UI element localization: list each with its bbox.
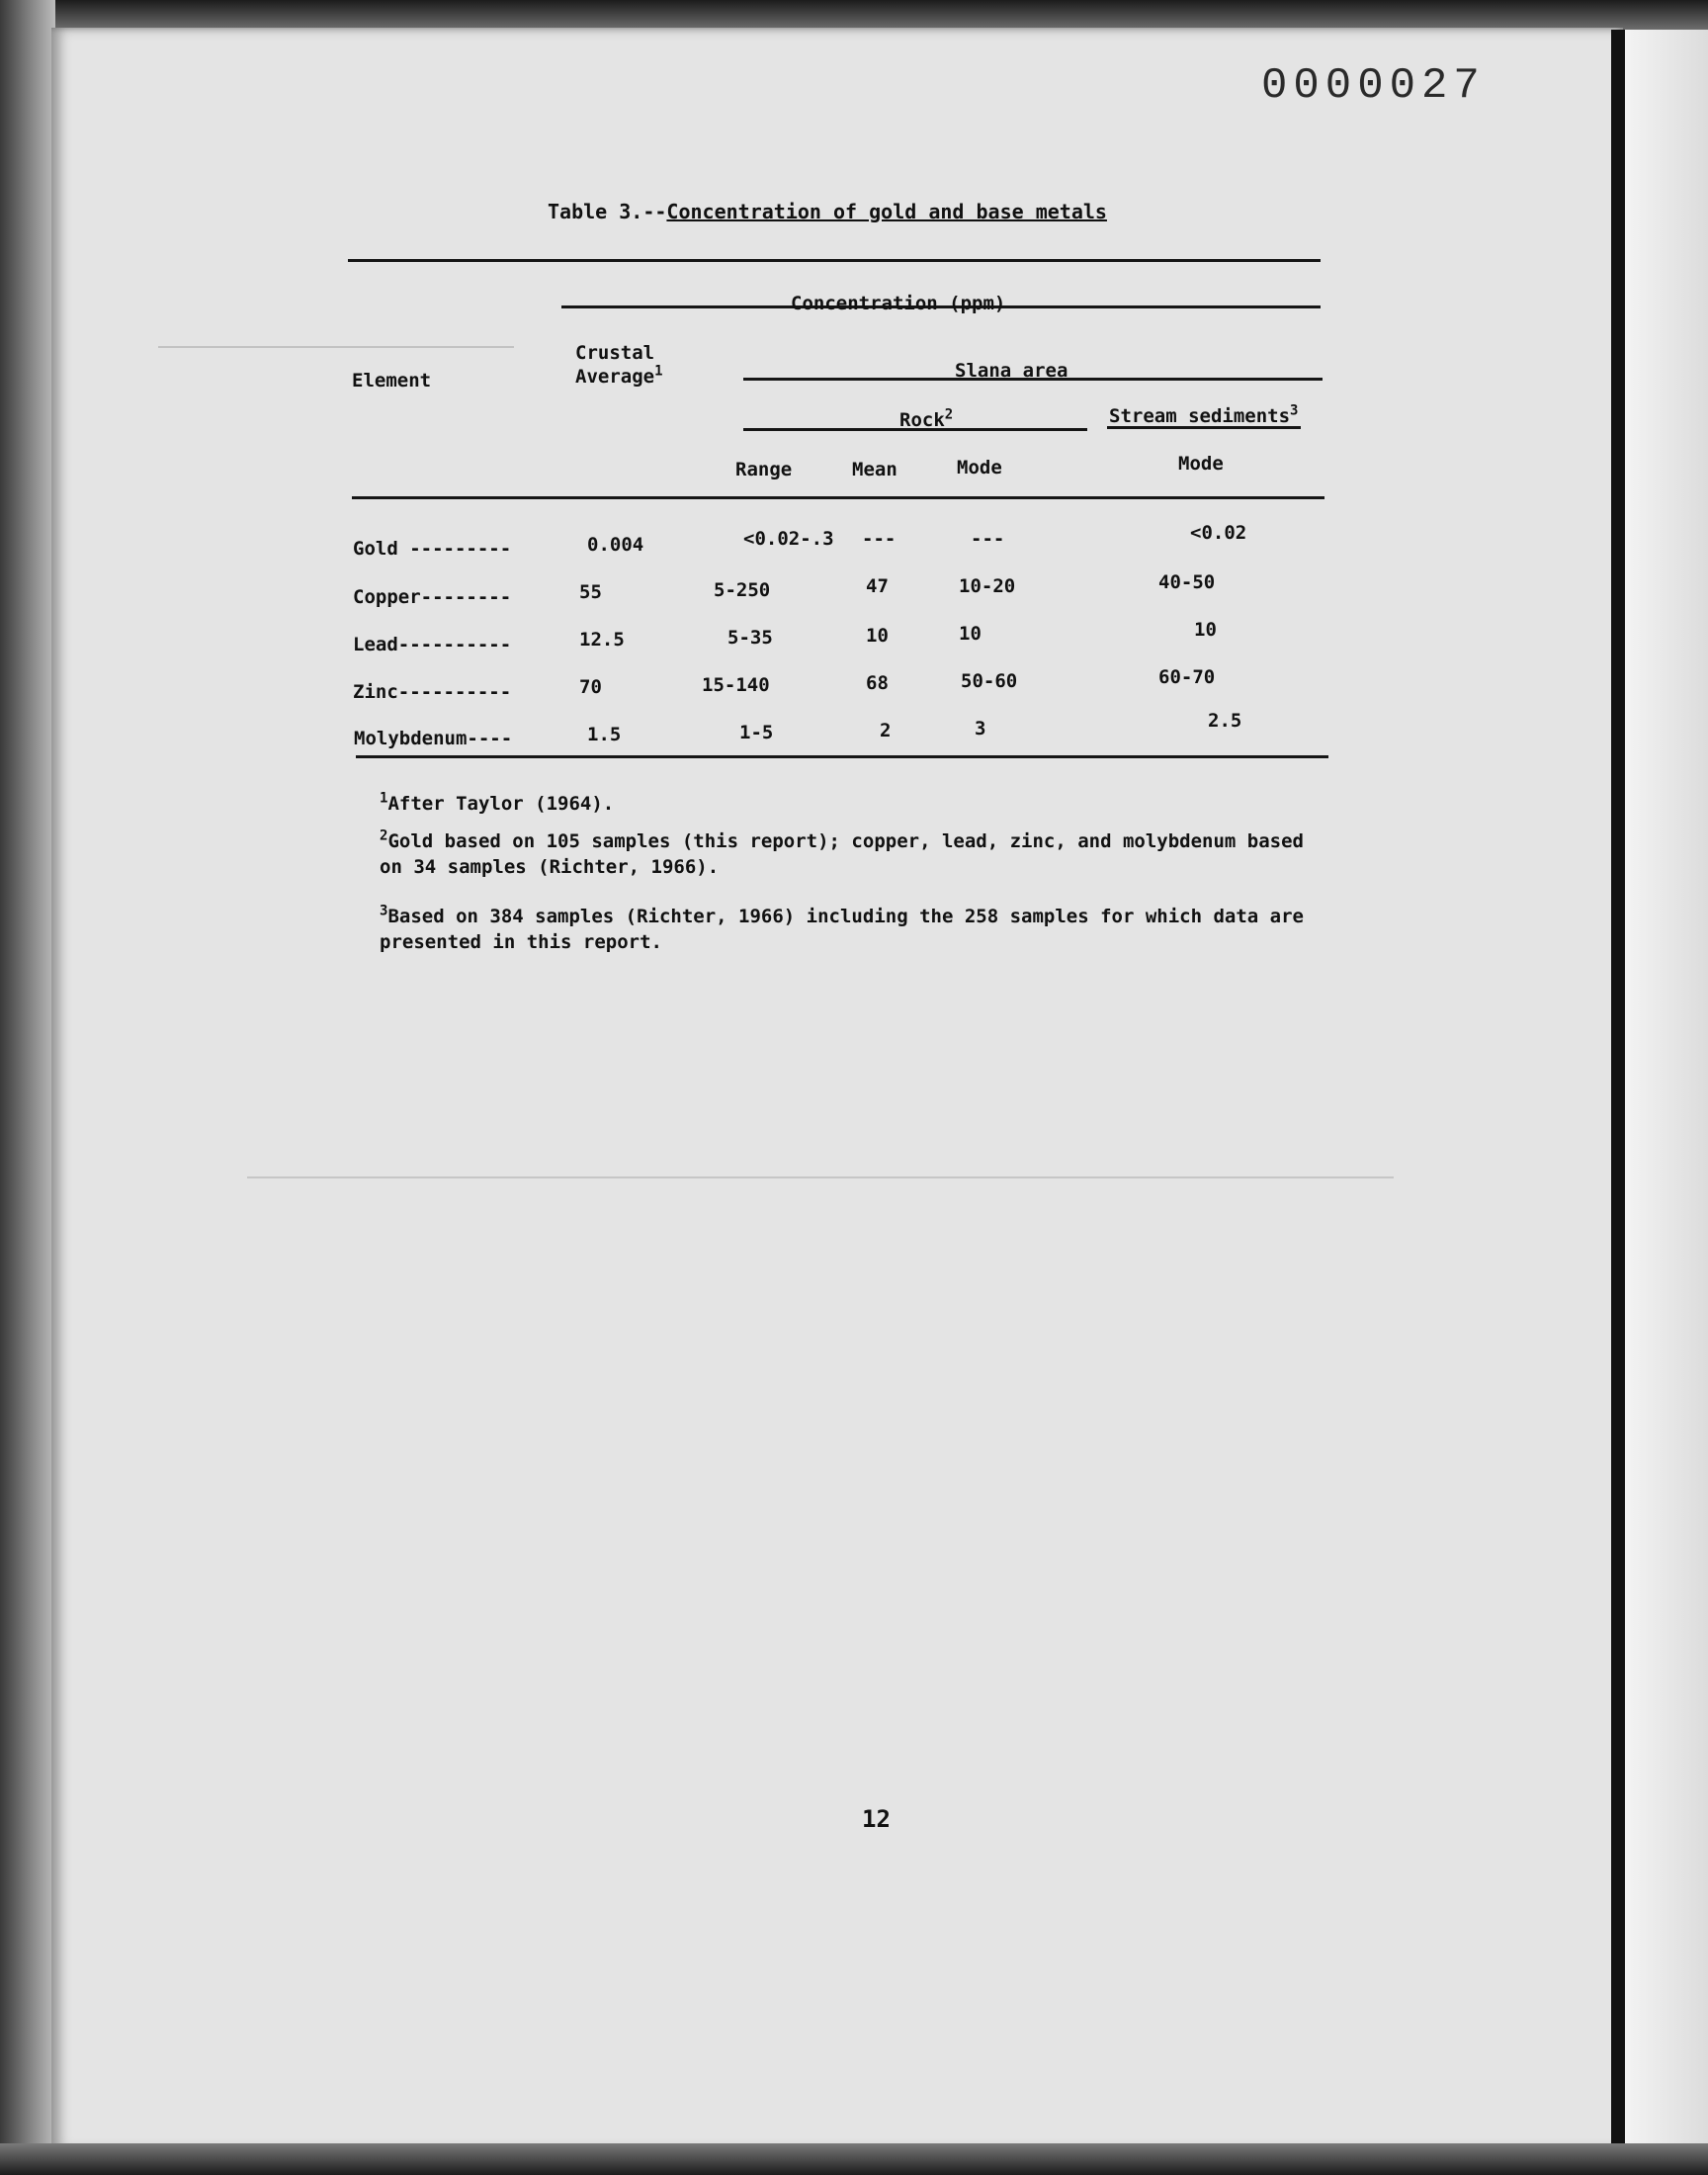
row-crustal-average: 12.5 bbox=[579, 629, 625, 651]
header-bottom-rule bbox=[352, 496, 1324, 499]
row-mean: --- bbox=[862, 528, 897, 550]
row-range: 5-35 bbox=[727, 627, 773, 649]
row-mode: 50-60 bbox=[961, 670, 1018, 692]
row-range: <0.02-.3 bbox=[743, 528, 834, 550]
row-mean: 10 bbox=[866, 625, 889, 647]
row-stream-mode: 40-50 bbox=[1158, 571, 1216, 593]
bleed-through-mark bbox=[247, 1176, 1394, 1178]
row-stream-mode: 10 bbox=[1194, 619, 1217, 641]
row-stream-mode: 2.5 bbox=[1208, 710, 1242, 732]
row-crustal-average: 70 bbox=[579, 676, 602, 698]
scan-right-edge bbox=[1611, 30, 1625, 2145]
header-mean: Mean bbox=[852, 459, 897, 480]
table-top-rule bbox=[348, 259, 1321, 262]
table-title bbox=[548, 200, 1107, 223]
row-stream-mode: <0.02 bbox=[1190, 522, 1247, 544]
footnote-3: $^3$Based on 384 samples (Richter, 1966) including the 258 samples for which data are presented in this report. bbox=[380, 903, 1304, 953]
row-mode: 3 bbox=[975, 718, 986, 740]
row-stream-mode: 60-70 bbox=[1158, 666, 1216, 688]
row-crustal-average: 0.004 bbox=[587, 534, 644, 556]
header-stream-mode: Mode bbox=[1178, 453, 1224, 475]
row-element: Lead---------- bbox=[353, 634, 512, 655]
scan-right-strip bbox=[1625, 30, 1708, 2145]
table-bottom-rule bbox=[356, 755, 1328, 758]
table-title-main: Concentration of gold and base metals bbox=[666, 200, 1107, 223]
row-mean: 47 bbox=[866, 575, 889, 597]
footnote-1: $^1$After Taylor (1964). bbox=[380, 790, 615, 815]
header-slana-area: Slana area bbox=[955, 360, 1068, 382]
header-element: Element bbox=[352, 370, 432, 392]
row-range: 15-140 bbox=[702, 674, 770, 696]
row-element: Zinc---------- bbox=[353, 681, 512, 703]
row-mode: --- bbox=[971, 528, 1005, 550]
row-crustal-average: 55 bbox=[579, 581, 602, 603]
row-mean: 68 bbox=[866, 672, 889, 694]
table-title-prefix: Table 3.-- bbox=[548, 200, 667, 223]
header-mode: Mode bbox=[957, 457, 1002, 478]
row-element: Gold --------- bbox=[353, 538, 512, 560]
row-mode: 10-20 bbox=[959, 575, 1016, 597]
page-number: 12 bbox=[862, 1805, 891, 1833]
bleed-through-mark bbox=[158, 346, 514, 348]
row-mode: 10 bbox=[959, 623, 982, 645]
header-stream-sediments: Stream sediments$^3$ bbox=[1109, 402, 1299, 427]
row-crustal-average: 1.5 bbox=[587, 724, 622, 745]
document-number: 0000027 bbox=[1261, 61, 1486, 111]
header-concentration: Concentration (ppm) bbox=[791, 293, 1006, 314]
footnote-2: $^2$Gold based on 105 samples (this report); copper, lead, zinc, and molybdenum based on 34 samples (Richter, 1966). bbox=[380, 827, 1304, 878]
row-mean: 2 bbox=[880, 720, 892, 741]
row-range: 5-250 bbox=[714, 579, 771, 601]
header-crustal-line1: Crustal bbox=[575, 342, 655, 364]
scan-left-edge bbox=[0, 0, 55, 2175]
header-crustal-line2: Average$^1$ bbox=[575, 363, 663, 388]
scan-top-edge bbox=[0, 0, 1708, 30]
header-rock: Rock$^2$ bbox=[899, 406, 954, 431]
row-element: Molybdenum---- bbox=[354, 728, 513, 749]
header-range: Range bbox=[735, 459, 793, 480]
scan-bottom-edge bbox=[0, 2143, 1708, 2175]
row-range: 1-5 bbox=[739, 722, 774, 743]
row-element: Copper-------- bbox=[353, 586, 512, 608]
